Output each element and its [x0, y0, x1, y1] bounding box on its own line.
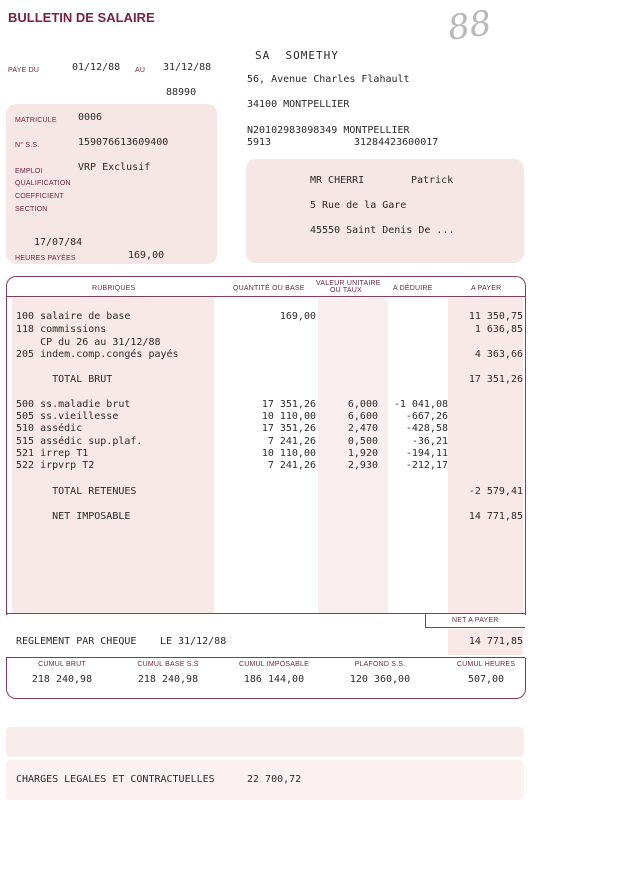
period-reference: 88990	[166, 87, 197, 98]
qualification-label: QUALIFICATION	[15, 180, 71, 187]
row-pay: 4 363,66	[474, 349, 523, 360]
matricule-label: MATRICULE	[15, 117, 57, 124]
row-label: CP du 26 au 31/12/88	[16, 337, 161, 348]
cumul-label: CUMUL HEURES	[456, 661, 516, 668]
row-label: 100 salaire de base	[16, 311, 131, 322]
row-deduct: -212,17	[405, 460, 448, 471]
row-deduct: -36,21	[411, 436, 448, 447]
row-rate: 2,470	[347, 423, 378, 434]
recipient-name: MR CHERRI	[310, 175, 365, 186]
payment-date: LE 31/12/88	[160, 636, 227, 647]
row-label: 522 irpvrp T2	[16, 460, 95, 471]
row-qty: 10 110,00	[261, 448, 316, 459]
entry-date: 17/07/84	[34, 237, 83, 248]
blank-band	[6, 727, 524, 757]
matricule-value: 0006	[78, 112, 103, 123]
row-qty: 10 110,00	[261, 411, 316, 422]
table-header-divider	[6, 296, 525, 297]
row-label: TOTAL BRUT	[16, 374, 113, 385]
emploi-value: VRP Exclusif	[78, 162, 151, 173]
row-rate: 2,930	[347, 460, 378, 471]
row-pay: 14 771,85	[468, 511, 523, 522]
cumul-value: 186 144,00	[243, 674, 305, 685]
cumul-label: PLAFOND S.S.	[354, 661, 406, 668]
net-a-payer-label: NET A PAYER	[452, 617, 499, 624]
apayer-column	[448, 298, 523, 613]
row-qty: 169,00	[279, 311, 316, 322]
net-divider	[425, 613, 426, 627]
row-pay: 17 351,26	[468, 374, 523, 385]
row-qty: 17 351,26	[261, 423, 316, 434]
cumul-label: CUMUL BRUT	[38, 661, 86, 668]
row-label: 521 irrep T1	[16, 448, 89, 459]
row-rate: 6,000	[347, 399, 378, 410]
row-label: TOTAL RETENUES	[16, 486, 137, 497]
cumul-label: CUMUL IMPOSABLE	[238, 661, 310, 668]
employer-number: 31284423600017	[354, 137, 439, 148]
header-valeur-1: VALEUR UNITAIRE	[316, 280, 381, 287]
row-pay: 11 350,75	[468, 311, 523, 322]
row-label: 118 commissions	[16, 324, 107, 335]
net-amount: 14 771,85	[468, 636, 523, 647]
ss-value: 159076613609400	[78, 137, 169, 148]
emploi-label: EMPLOI	[15, 168, 43, 175]
row-deduct: -194,11	[405, 448, 448, 459]
recipient-city: 45550 Saint Denis De ...	[310, 225, 455, 236]
cumul-value: 507,00	[467, 674, 505, 685]
heures-value: 169,00	[128, 250, 165, 261]
charges-label: CHARGES LEGALES ET CONTRACTUELLES	[16, 774, 215, 785]
period-to: 31/12/88	[163, 62, 212, 73]
row-qty: 17 351,26	[261, 399, 316, 410]
row-qty: 7 241,26	[267, 436, 316, 447]
cumul-value: 218 240,98	[137, 674, 199, 685]
employer-registration: N20102983098349 MONTPELLIER	[247, 125, 410, 136]
row-label: 500 ss.maladie brut	[16, 399, 131, 410]
net-label-divider	[425, 627, 525, 628]
recipient-box	[246, 159, 524, 263]
row-deduct: -428,58	[405, 423, 448, 434]
handwritten-annotation: 88	[445, 3, 494, 49]
period-from: 01/12/88	[72, 62, 121, 73]
row-rate: 1,920	[347, 448, 378, 459]
section-label: SECTION	[15, 206, 48, 213]
recipient-firstname: Patrick	[411, 175, 454, 186]
header-payer: A PAYER	[471, 285, 502, 292]
document-title: BULLETIN DE SALAIRE	[8, 10, 155, 25]
coefficient-label: COEFFICIENT	[15, 193, 64, 200]
header-deduire: A DÉDUIRE	[393, 285, 433, 292]
recipient-street: 5 Rue de la Gare	[310, 200, 407, 211]
row-pay: 1 636,85	[474, 324, 523, 335]
row-deduct: -667,26	[405, 411, 448, 422]
row-label: 510 assédic	[16, 423, 83, 434]
cumul-value: 218 240,98	[31, 674, 93, 685]
employer-city: 34100 MONTPELLIER	[247, 99, 350, 110]
payment-divider-top	[6, 613, 525, 614]
employer-street: 56, Avenue Charles Flahault	[247, 74, 410, 85]
payment-method: REGLEMENT PAR CHEQUE	[16, 636, 137, 647]
header-valeur-2: OU TAUX	[330, 287, 362, 294]
row-label: 205 indem.comp.congés payés	[16, 349, 179, 360]
row-rate: 0,500	[347, 436, 378, 447]
cumul-label: CUMUL BASE S.S	[137, 661, 199, 668]
row-deduct: -1 041,08	[393, 399, 448, 410]
header-rubriques: RUBRIQUES	[92, 285, 136, 292]
row-rate: 6,600	[347, 411, 378, 422]
cumul-value: 120 360,00	[349, 674, 411, 685]
row-label: NET IMPOSABLE	[16, 511, 131, 522]
employer-name: SA SOMETHY	[255, 49, 339, 62]
employer-code: 5913	[247, 137, 272, 148]
paye-du-label: PAYE DU	[8, 67, 40, 74]
ss-label: N° S.S.	[15, 142, 40, 149]
heures-label: HEURES PAYÉES	[15, 255, 76, 262]
row-pay: -2 579,41	[468, 486, 523, 497]
row-label: 505 ss.vieillesse	[16, 411, 119, 422]
row-label: 515 assédic sup.plaf.	[16, 436, 143, 447]
row-qty: 7 241,26	[267, 460, 316, 471]
header-quantite: QUANTITÉ OU BASE	[233, 285, 305, 292]
charges-value: 22 700,72	[247, 774, 302, 785]
au-label: AU	[135, 67, 146, 74]
